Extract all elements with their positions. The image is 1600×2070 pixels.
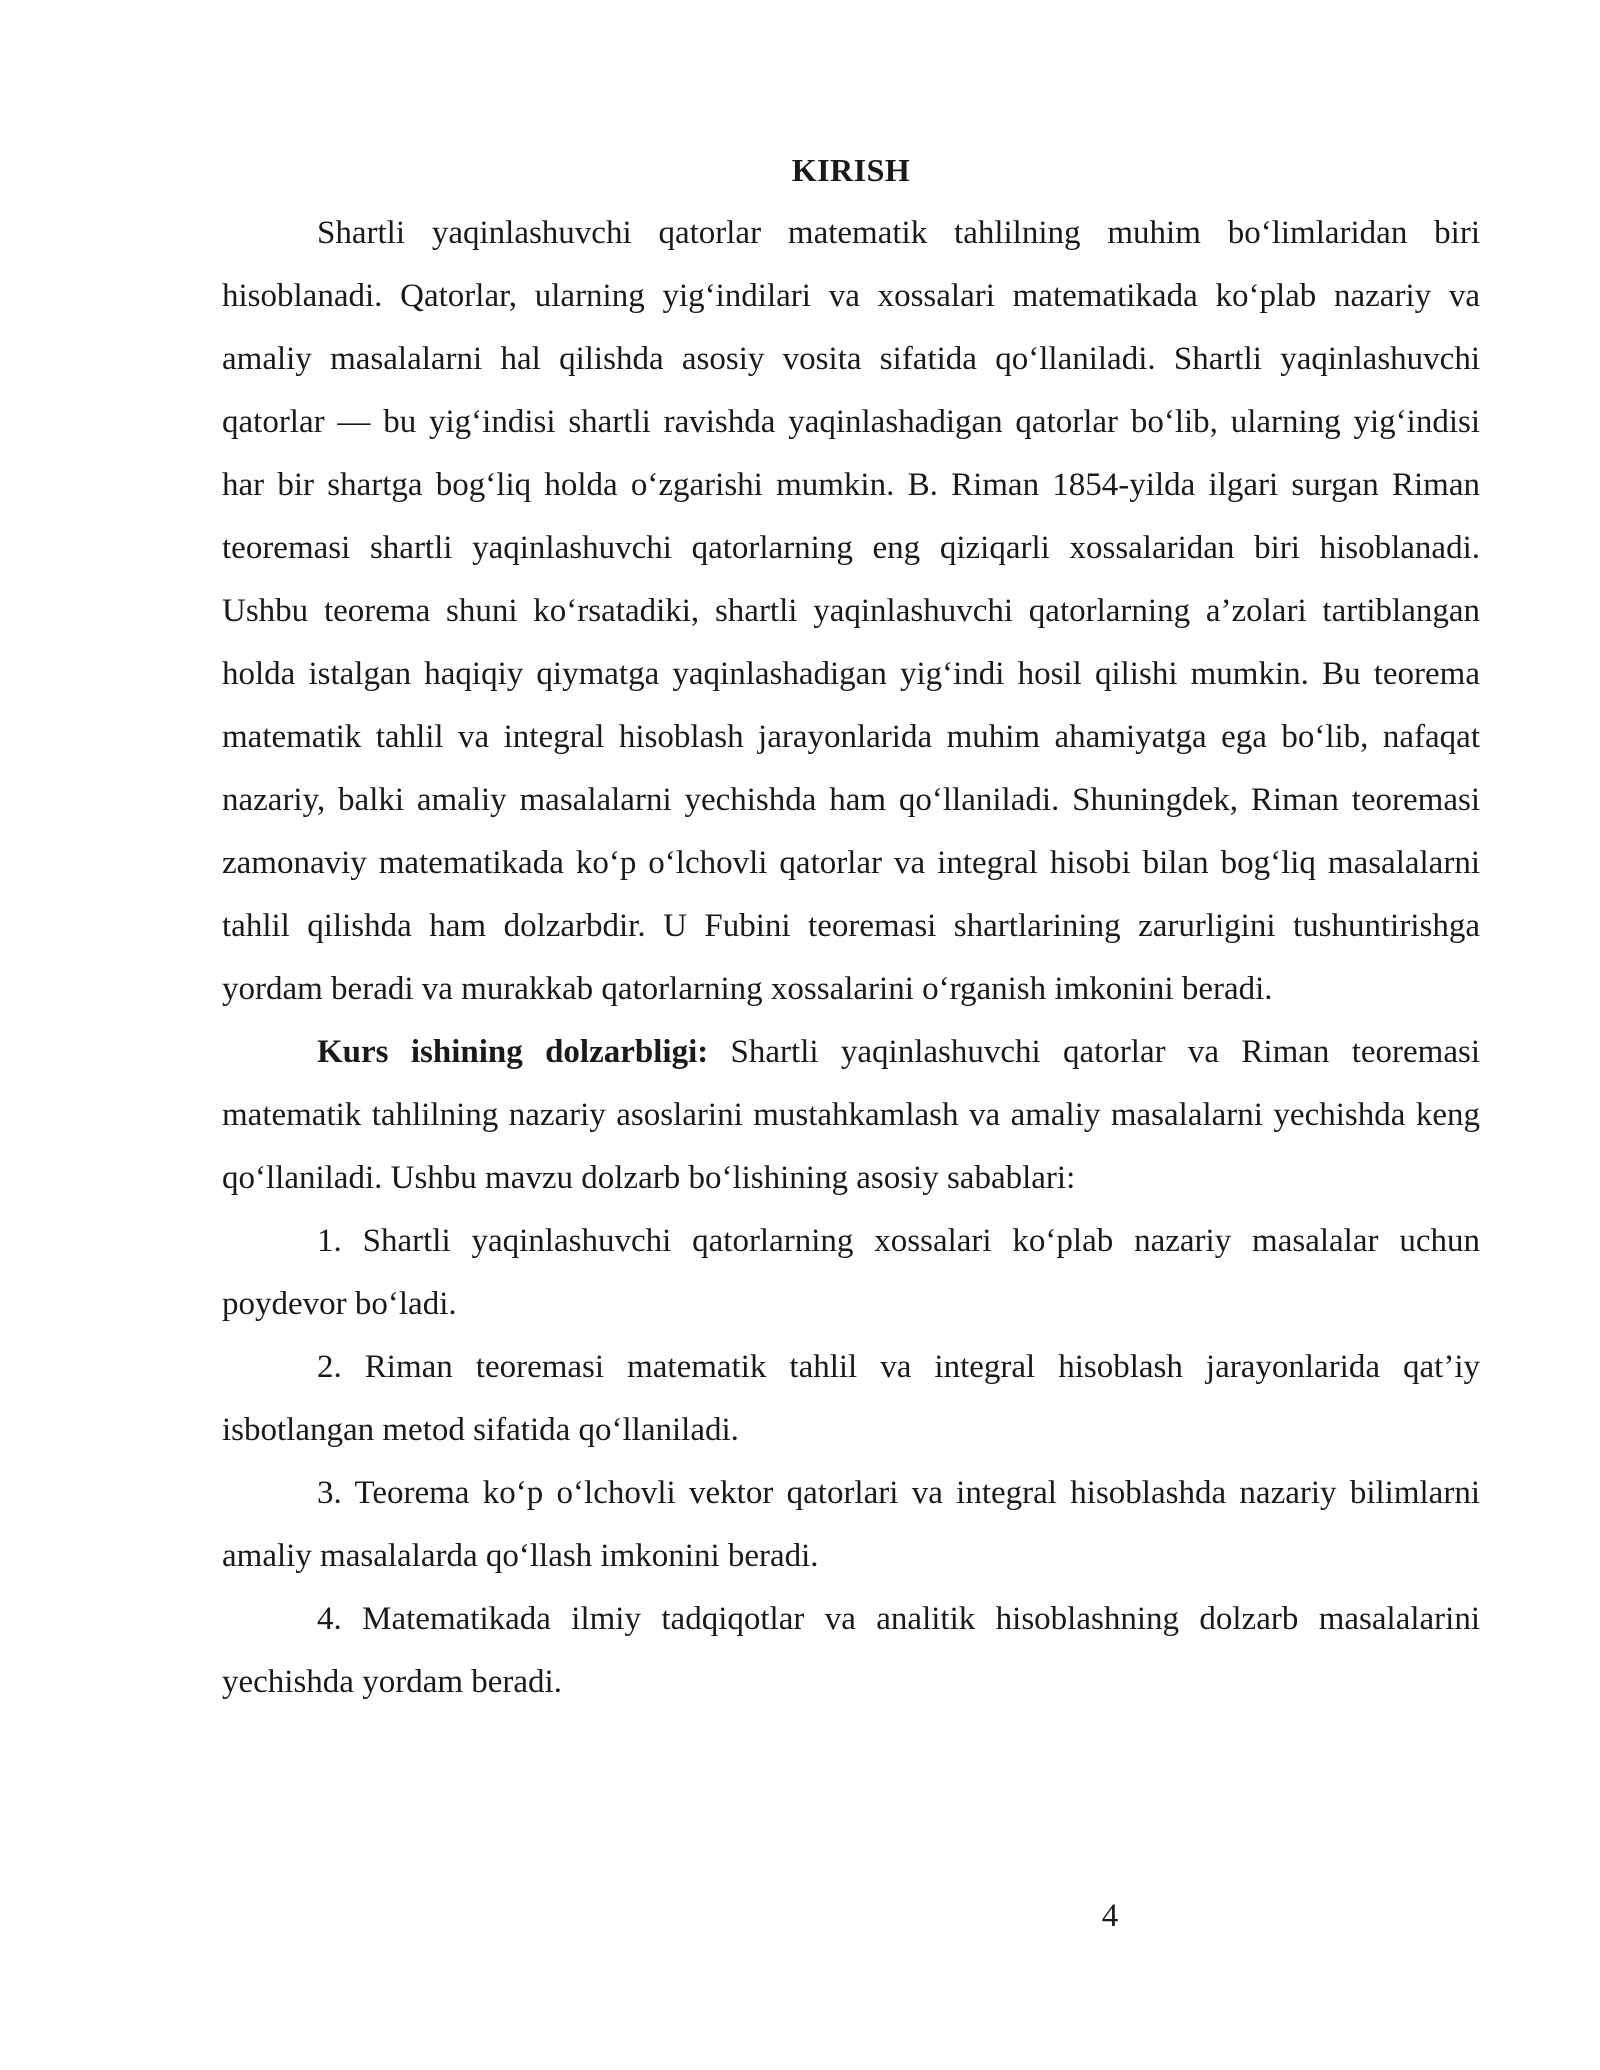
page-title: KIRISH (791, 152, 911, 188)
document-page (222, 148, 1480, 1714)
relevance-label: Kurs ishining dolzarbligi: (317, 1034, 709, 1070)
reason-item-3: 3. Teorema ko‘p o‘lchovli vektor qatorlari va integral hisoblashda nazariy bilimlarni amaliy masalalarda qo‘llash imkonini beradi. (222, 1475, 1480, 1574)
relevance-paragraph (222, 1021, 1480, 1210)
intro-paragraph: Shartli yaqinlashuvchi qatorlar matematik tahlilning muhim bo‘limlaridan biri hisoblanadi. Qatorlar, ularning yig‘indilari va xossalari matematikada ko‘plab nazariy va amaliy masalalarni hal qilishda asosiy vosita sifatida qo‘llaniladi. Shartli yaqinlashuvchi qatorlar — bu yig‘indisi shartli ravishda yaqinlashadigan qatorlar bo‘lib, ularning yig‘indisi har bir shartga bog‘liq holda o‘zgarishi mumkin. B. Riman 1854-yilda ilgari surgan Riman teoremasi shartli yaqinlashuvchi qatorlarning eng qiziqarli xossalaridan biri hisoblanadi. Ushbu teorema shuni ko‘rsatadiki, shartli yaqinlashuvchi qatorlarning a’zolari tartiblangan holda istalgan haqiqiy qiymatga yaqinlashadigan yig‘indi hosil qilishi mumkin. Bu teorema matematik tahlil va integral hisoblash jarayonlarida muhim ahamiyatga ega bo‘lib, nafaqat nazariy, balki amaliy masalalarni yechishda ham qo‘llaniladi. Shuningdek, Riman teoremasi zamonaviy matematikada ko‘p o‘lchovli qatorlar va integral hisobi bilan bog‘liq masalalarni tahlil qilishda ham dolzarbdir. U Fubini teoremasi shartlarining zarurligini tushuntirishga yordam beradi va murakkab qatorlarning xossalarini o‘rganish imkonini beradi. (222, 215, 1480, 1007)
relevance-text: Shartli yaqinlashuvchi qatorlar va Riman teoremasi matematik tahlilning nazariy asoslarini mustahkamlash va amaliy masalalarni yechishda keng qo‘llaniladi. Ushbu mavzu dolzarb bo‘lishining asosiy sabablari: (222, 1034, 1480, 1196)
reason-item-1: 1. Shartli yaqinlashuvchi qatorlarning xossalari ko‘plab nazariy masalalar uchun poydevor bo‘ladi. (222, 1223, 1480, 1322)
page-number: 4 (1101, 1898, 1119, 1934)
reason-item-4: 4. Matematikada ilmiy tadqiqotlar va analitik hisoblashning dolzarb masalalarini yechishda yordam beradi. (222, 1601, 1480, 1700)
reason-item-2: 2. Riman teoremasi matematik tahlil va integral hisoblash jarayonlarida qat’iy isbotlangan metod sifatida qo‘llaniladi. (222, 1349, 1480, 1448)
